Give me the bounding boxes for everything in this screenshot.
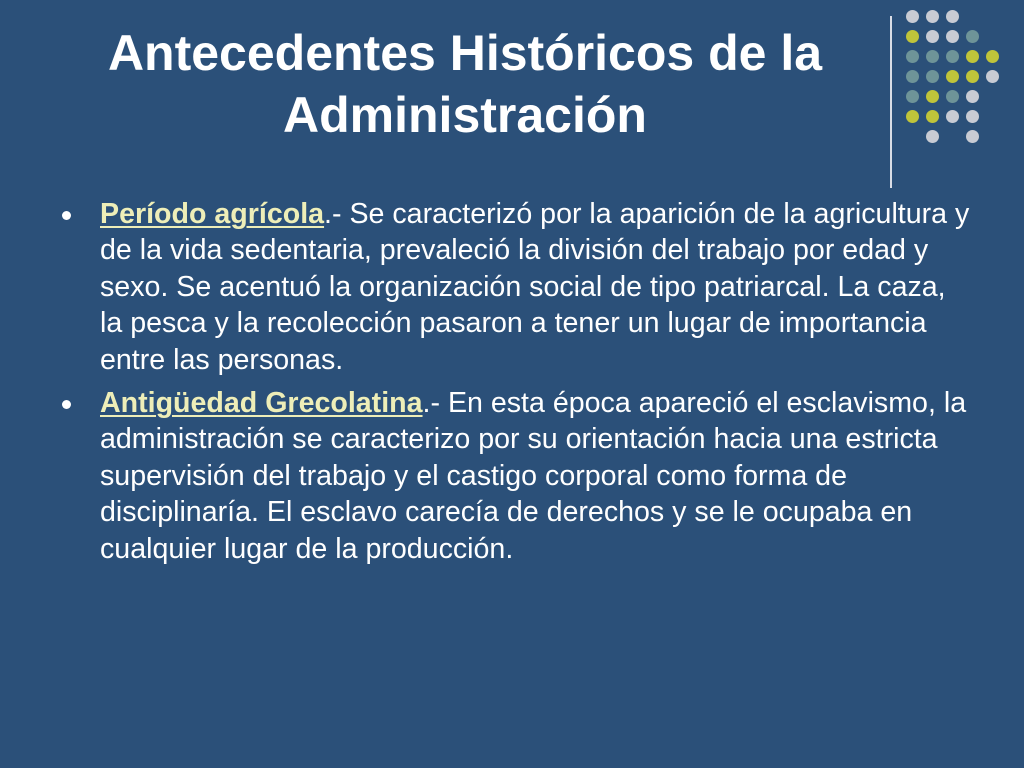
decorative-dot [946, 10, 959, 23]
decorative-dot [946, 90, 959, 103]
decorative-dot [926, 110, 939, 123]
bullet-text: .- Se caracterizó por la aparición de la agricultura y de la vida sedentaria, prevaleció la división del trabajo por edad y sexo. Se acentuó la organización social de tipo patriarcal. La caza, la pesca y la recolección pasaron a tener un lugar de importancia entre las personas. [100, 198, 970, 376]
decorative-dot [906, 50, 919, 63]
decorative-dot [986, 70, 999, 83]
decorative-dot [946, 30, 959, 43]
bullet-item [62, 196, 972, 378]
bullet-dot-icon [62, 400, 71, 409]
decorative-dot [946, 70, 959, 83]
decorative-dot [926, 70, 939, 83]
decorative-dot [986, 50, 999, 63]
decorative-dot [906, 10, 919, 23]
decorative-dot [926, 10, 939, 23]
slide-body [62, 196, 972, 574]
decorative-dot [966, 50, 979, 63]
decorative-dot [966, 30, 979, 43]
bullet-dot-icon [62, 211, 71, 220]
decorative-dot [926, 130, 939, 143]
decorative-dot [966, 70, 979, 83]
decorative-dot [966, 90, 979, 103]
decorative-dot [906, 90, 919, 103]
decorative-dot [926, 90, 939, 103]
bullet-term: Antigüedad Grecolatina [100, 387, 423, 420]
bullet-item [62, 385, 972, 567]
decorative-dot [946, 110, 959, 123]
slide-title [40, 22, 890, 146]
decorative-dot [966, 110, 979, 123]
decorative-dot [966, 130, 979, 143]
decorative-dot [926, 50, 939, 63]
decorative-dot [906, 70, 919, 83]
decorative-dot [906, 110, 919, 123]
decorative-dot-grid [906, 10, 1024, 170]
title-line-2: Administración [283, 87, 647, 143]
title-divider [890, 16, 892, 188]
bullet-term: Período agrícola [100, 198, 325, 230]
bullet-text: .- En esta época apareció el esclavismo, la administración se caracterizo por su orientación hacia una estricta supervisión del trabajo y el castigo corporal como forma de disciplinaría. El esclavo carecía de derechos y se le ocupaba en cualquier lugar de la producción. [100, 387, 967, 565]
title-line-1: Antecedentes Históricos de la [107, 25, 823, 81]
decorative-dot [946, 50, 959, 63]
decorative-dot [926, 30, 939, 43]
decorative-dot [906, 30, 919, 43]
